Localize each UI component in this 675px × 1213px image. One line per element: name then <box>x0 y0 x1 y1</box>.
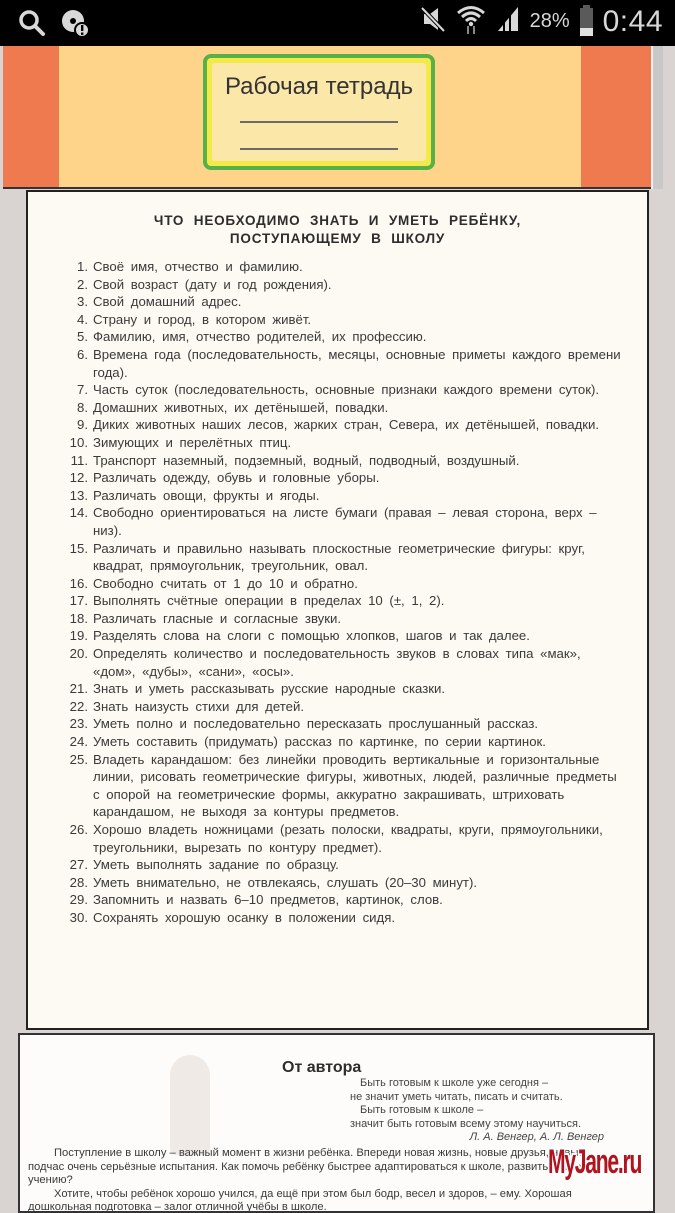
list-item-number: 11. <box>62 452 88 470</box>
list-item-text: Часть суток (последовательность, основные признаки каждого времени суток). <box>93 381 622 399</box>
list-item-text: Свой возраст (дату и год рождения). <box>93 276 622 294</box>
list-item <box>62 592 622 610</box>
list-item-text: Фамилию, имя, отчество родителей, их профессию. <box>93 328 622 346</box>
list-item-number: 16. <box>62 575 88 593</box>
clock: 0:44 <box>603 5 663 39</box>
list-item-text: Сохранять хорошую осанку в положении сидя. <box>93 909 622 927</box>
list-item-number: 17. <box>62 592 88 610</box>
cover-band-right <box>581 46 651 187</box>
author-note-body <box>28 1147 618 1213</box>
list-item-number: 4. <box>62 311 88 329</box>
list-item-number: 14. <box>62 504 88 522</box>
list-item <box>62 909 622 927</box>
list-item <box>62 680 622 698</box>
list-item <box>62 487 622 505</box>
epigraph: Быть готовым к школе уже сегодня – не значит уметь читать, писать и считать. Быть готовым к школе – значит быть готовым всему этому научиться. Л. А. Венгер, А. Л. Венгер <box>350 1077 604 1145</box>
list-item <box>62 751 622 821</box>
mute-icon <box>420 5 446 38</box>
list-item-number: 6. <box>62 346 88 364</box>
wifi-icon <box>456 4 486 39</box>
document-page-checklist <box>26 190 649 1030</box>
workbook-cover-image <box>3 46 651 189</box>
section-title: От автора <box>282 1059 361 1077</box>
list-item-text: Разделять слова на слоги с помощью хлопков, шагов и так далее. <box>93 627 622 645</box>
list-item-text: Уметь выполнять задание по образцу. <box>93 856 622 874</box>
list-item-number: 5. <box>62 328 88 346</box>
epigraph-author: Л. А. Венгер, А. Л. Венгер <box>350 1131 604 1145</box>
list-item-number: 25. <box>62 751 88 769</box>
list-item-number: 22. <box>62 698 88 716</box>
list-item <box>62 575 622 593</box>
scrollbar[interactable] <box>651 46 663 189</box>
list-item-text: Выполнять счётные операции в пределах 10 (±, 1, 2). <box>93 592 622 610</box>
list-item <box>62 311 622 329</box>
cover-band-left <box>3 46 59 187</box>
list-item-text: Домашних животных, их детёнышей, повадки. <box>93 399 622 417</box>
list-item-number: 26. <box>62 821 88 839</box>
list-item-number: 2. <box>62 276 88 294</box>
cover-label-title: Рабочая тетрадь <box>212 73 426 101</box>
status-bar <box>0 0 675 46</box>
cover-label-line <box>240 148 398 150</box>
list-item-text: Свой домашний адрес. <box>93 293 622 311</box>
cover-label <box>203 54 435 170</box>
list-item <box>62 610 622 628</box>
battery-fill <box>580 28 593 36</box>
document-page-author-note <box>18 1033 655 1213</box>
checklist <box>62 258 622 927</box>
list-item-number: 3. <box>62 293 88 311</box>
list-item <box>62 276 622 294</box>
list-item <box>62 399 622 417</box>
list-item <box>62 856 622 874</box>
list-item-number: 12. <box>62 469 88 487</box>
list-item <box>62 504 622 539</box>
cover-label-line <box>240 121 398 123</box>
list-item <box>62 469 622 487</box>
list-item <box>62 715 622 733</box>
list-item-number: 8. <box>62 399 88 417</box>
list-item-number: 29. <box>62 891 88 909</box>
list-item-text: Времена года (последовательность, месяцы, основные приметы каждого времени года). <box>93 346 622 381</box>
paragraph: Поступление в школу – важный момент в жизни ребёнка. Впереди новая жизнь, новые друзья, новые, подчас очень серьёзные испытания. Как помочь ребёнку быстрее адаптироваться к школе, развить интерес к учению? <box>28 1147 618 1188</box>
faded-child-illustration <box>170 1055 210 1155</box>
list-item-text: Различать и правильно называть плоскостные геометрические фигуры: круг, квадрат, прямоугольник, треугольник, овал. <box>93 540 622 575</box>
signal-icon <box>496 5 520 38</box>
list-item-number: 19. <box>62 627 88 645</box>
list-item-text: Страну и город, в котором живёт. <box>93 311 622 329</box>
list-item-number: 9. <box>62 416 88 434</box>
list-item-text: Знать наизусть стихи для детей. <box>93 698 622 716</box>
list-item-number: 18. <box>62 610 88 628</box>
list-item-text: Различать гласные и согласные звуки. <box>93 610 622 628</box>
list-item-text: Уметь составить (придумать) рассказ по картинке, по серии картинок. <box>93 733 622 751</box>
list-item <box>62 434 622 452</box>
list-item-text: Свободно ориентироваться на листе бумаги (правая – левая сторона, верх – низ). <box>93 504 622 539</box>
list-item <box>62 733 622 751</box>
list-item-text: Своё имя, отчество и фамилию. <box>93 258 622 276</box>
list-item <box>62 891 622 909</box>
list-item-text: Транспорт наземный, подземный, водный, подводный, воздушный. <box>93 452 622 470</box>
list-item <box>62 346 622 381</box>
list-item <box>62 452 622 470</box>
list-item-number: 15. <box>62 540 88 558</box>
list-item-text: Свободно считать от 1 до 10 и обратно. <box>93 575 622 593</box>
paragraph: Хотите, чтобы ребёнок хорошо учился, да ещё при этом был бодр, весел и здоров, – ему. Хорошая дошкольная подготовка – залог отличной учёбы в школе. <box>28 1188 618 1213</box>
list-item-text: Запомнить и назвать 6–10 предметов, картинок, слов. <box>93 891 622 909</box>
list-item <box>62 540 622 575</box>
list-item <box>62 381 622 399</box>
list-item <box>62 416 622 434</box>
site-watermark-logo: MyJane.ru <box>548 1143 641 1182</box>
list-item <box>62 698 622 716</box>
page-title: ЧТО НЕОБХОДИМО ЗНАТЬ И УМЕТЬ РЕБЁНКУ, ПОСТУПАЮЩЕМУ В ШКОЛУ <box>28 212 647 248</box>
list-item <box>62 627 622 645</box>
list-item-number: 28. <box>62 874 88 892</box>
search-icon[interactable] <box>18 9 46 42</box>
disc-alert-icon <box>60 8 90 43</box>
list-item-number: 20. <box>62 645 88 663</box>
battery-icon <box>580 8 593 36</box>
battery-percent: 28% <box>530 10 570 33</box>
list-item-number: 10. <box>62 434 88 452</box>
list-item <box>62 328 622 346</box>
list-item-text: Знать и уметь рассказывать русские народные сказки. <box>93 680 622 698</box>
list-item-text: Владеть карандашом: без линейки проводить вертикальные и горизонтальные линии, рисовать геометрические фигуры, животных, людей, различные предметы с опорой на геометрические формы, аккуратно закрашивать, штриховать карандашом, не выходя за контуры предметов. <box>93 751 622 821</box>
list-item-text: Уметь полно и последовательно пересказать прослушанный рассказ. <box>93 715 622 733</box>
list-item-text: Различать овощи, фрукты и ягоды. <box>93 487 622 505</box>
list-item-text: Зимующих и перелётных птиц. <box>93 434 622 452</box>
list-item-number: 1. <box>62 258 88 276</box>
list-item-text: Уметь внимательно, не отвлекаясь, слушать (20–30 минут). <box>93 874 622 892</box>
list-item-number: 13. <box>62 487 88 505</box>
list-item-text: Диких животных наших лесов, жарких стран, Севера, их детёнышей, повадки. <box>93 416 622 434</box>
list-item-number: 24. <box>62 733 88 751</box>
list-item-number: 21. <box>62 680 88 698</box>
list-item <box>62 874 622 892</box>
list-item <box>62 293 622 311</box>
list-item-text: Хорошо владеть ножницами (резать полоски, квадраты, круги, прямоугольники, треугольники, вырезать по контуру предмет). <box>93 821 622 856</box>
list-item-number: 23. <box>62 715 88 733</box>
list-item <box>62 645 622 680</box>
list-item-text: Различать одежду, обувь и головные уборы. <box>93 469 622 487</box>
list-item-number: 30. <box>62 909 88 927</box>
list-item-text: Определять количество и последовательность звуков в словах типа «мак», «дом», «дубы», «сани», «осы». <box>93 645 622 680</box>
list-item-number: 7. <box>62 381 88 399</box>
list-item <box>62 258 622 276</box>
list-item <box>62 821 622 856</box>
list-item-number: 27. <box>62 856 88 874</box>
